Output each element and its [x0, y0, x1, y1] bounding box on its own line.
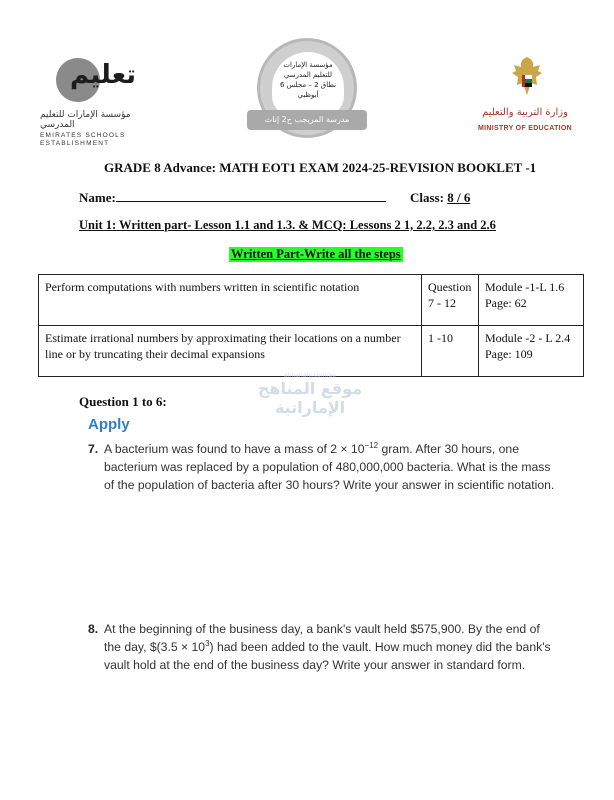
badge-line-2: للتعليم المدرسي — [283, 71, 333, 79]
objective-page: Page: 62 — [485, 296, 527, 310]
moe-english: MINISTRY OF EDUCATION — [477, 125, 573, 132]
objective-text: Estimate irrational numbers by approximating their locations on a number line or by truncating their decimal expansions — [39, 326, 422, 377]
school-badge — [247, 38, 372, 138]
class-field — [410, 190, 480, 206]
badge-banner: مدرسة المريجب ح2 إناث — [247, 110, 367, 130]
falcon-emblem-icon — [508, 55, 546, 101]
objectives-table — [38, 274, 584, 377]
problem-text-post: ) had been added to the vault. How much money did the bank's vault hold at the end of the business day? Write your answer in standard form. — [104, 640, 551, 672]
objective-module: Module -1-L 1.6 — [485, 280, 565, 294]
ese-logo — [40, 58, 150, 153]
class-label: Class: — [410, 190, 444, 205]
watermark — [255, 372, 365, 432]
objective-reference — [479, 275, 584, 326]
badge-line-3: نطاق 2 – مجلس 6 — [279, 81, 337, 89]
written-part-heading: Written Part-Write all the steps — [231, 247, 401, 261]
problem-text-post: gram. After 30 hours, one bacterium was replaced by a population of 480,000,000 bacteria. What is the mass of the population of bacteria after 30 hours? Write your answer in scientific notation. — [104, 442, 555, 492]
problem-exponent: −12 — [364, 440, 379, 450]
name-blank — [116, 201, 386, 202]
objective-questions: 1 -10 — [422, 326, 479, 377]
watermark-title: موقع المناهج الإماراتية — [257, 379, 363, 417]
problem-7 — [88, 440, 558, 494]
problem-text — [104, 440, 558, 494]
problem-number: 8. — [88, 622, 99, 636]
ese-logo-english: EMIRATES SCHOOLS ESTABLISHMENT — [40, 132, 126, 147]
name-field — [79, 190, 386, 206]
objective-text: Perform computations with numbers written in scientific notation — [39, 275, 422, 326]
page-title: GRADE 8 Advance: MATH EOT1 EXAM 2024-25-REVISION BOOKLET -1 — [104, 160, 537, 175]
ese-logo-word: تعليم — [70, 60, 137, 90]
badge-line-1: مؤسسة الإمارات — [283, 61, 333, 69]
objective-page: Page: 109 — [485, 347, 533, 361]
badge-inner — [272, 52, 344, 116]
objective-questions: Question 7 - 12 — [422, 275, 479, 326]
badge-line-4: أبوظبي — [297, 91, 319, 99]
moe-logo — [470, 55, 580, 145]
objective-reference — [479, 326, 584, 377]
table-row — [39, 326, 584, 377]
apply-label: Apply — [88, 416, 130, 433]
problem-text-pre: A bacterium was found to have a mass of 2 × 10 — [104, 442, 365, 456]
name-label: Name: — [79, 190, 116, 205]
unit-line: Unit 1: Written part- Lesson 1.1 and 1.3. & MCQ: Lessons 2 1, 2.2, 2.3 and 2.6 — [79, 218, 496, 232]
problem-text-pre: At the beginning of the business day, a bank's vault held $575,900. By the end of the day, $(3.5 × 10 — [104, 622, 540, 654]
problem-number: 7. — [88, 442, 99, 456]
problem-text — [104, 620, 558, 674]
class-value: 8 / 6 — [447, 190, 471, 205]
problem-8 — [88, 620, 558, 674]
questions-heading: Question 1 to 6: — [79, 394, 167, 409]
ese-logo-arabic: مؤسسة الإمارات للتعليم المدرسي — [40, 110, 131, 130]
table-row — [39, 275, 584, 326]
objective-module: Module -2 - L 2.4 — [485, 331, 571, 345]
watermark-url: almanahj.com/ae — [284, 372, 336, 379]
moe-arabic: وزارة التربية والتعليم — [482, 107, 568, 118]
problem-exponent: 3 — [205, 638, 210, 648]
